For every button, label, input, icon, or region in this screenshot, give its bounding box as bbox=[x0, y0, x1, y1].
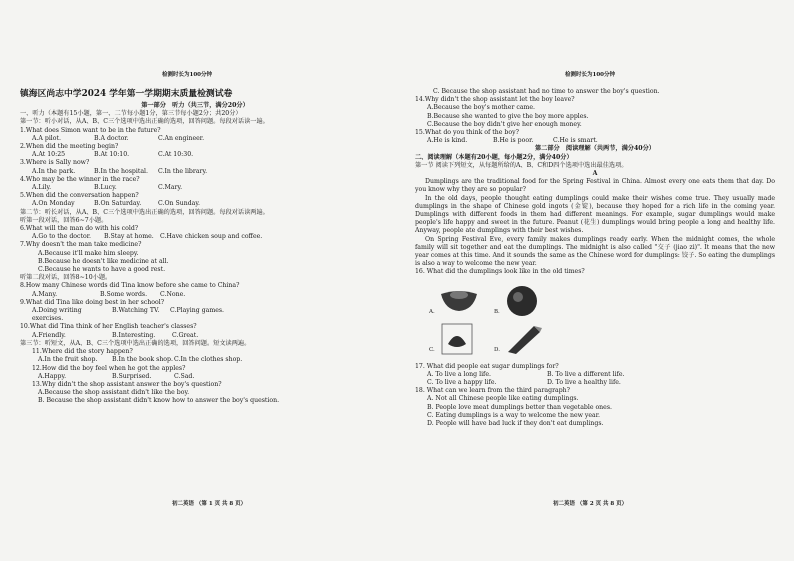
question-14: 14.Why didn't the shop assistant let the boy leave? bbox=[415, 96, 575, 104]
wrapped-object-picture bbox=[439, 322, 475, 356]
option-b: B.On Saturday. bbox=[94, 200, 142, 208]
option-14a: A.Because the boy's mother came. bbox=[427, 104, 536, 112]
question-11: 11.Where did the story happen? bbox=[32, 348, 133, 356]
question-5: 5.When did the conversation happen? bbox=[20, 192, 139, 200]
option-c: C.In the library. bbox=[158, 167, 208, 175]
option-13b: B. Because the shop assistant didn't know how to answer the boy's question. bbox=[38, 397, 280, 405]
right-content bbox=[415, 88, 775, 428]
options-8 bbox=[20, 291, 370, 299]
option-c: C.On Sunday. bbox=[158, 200, 201, 208]
options-2 bbox=[20, 151, 370, 159]
picture-c bbox=[429, 321, 494, 359]
option-b: B.Watching TV. bbox=[112, 307, 160, 315]
question-6: 6.What will the man do with his cold? bbox=[20, 225, 139, 233]
header-left: 检测时长为100分钟 bbox=[162, 72, 212, 78]
option-c: C.In the clothes shop. bbox=[174, 356, 243, 364]
option-18c: C. Eating dumplings is a way to welcome the new year. bbox=[427, 411, 600, 419]
option-a: A.At 10:25 bbox=[32, 151, 66, 159]
option-a: A.Happy. bbox=[38, 372, 67, 380]
option-a: A.Friendly. bbox=[32, 331, 66, 339]
option-13a: A.Because the shop assistant didn't like the boy. bbox=[38, 389, 190, 397]
picture-b bbox=[494, 283, 559, 321]
option-7c: C.Because he wants to have a good rest. bbox=[38, 266, 166, 274]
option-c: C.An engineer. bbox=[158, 134, 205, 142]
question-4: 4.Who may be the winner in the race? bbox=[20, 175, 140, 183]
option-b: B.Stay at home. bbox=[104, 233, 154, 241]
question-7: 7.Why doesn't the man take medicine? bbox=[20, 241, 142, 249]
options-11 bbox=[20, 356, 370, 364]
option-c: C.At 10:30. bbox=[158, 151, 194, 159]
options-17-row2 bbox=[415, 379, 775, 387]
option-c: C.Have chicken soup and coffee. bbox=[160, 233, 263, 241]
option-7b: B.Because he doesn't like medicine at all. bbox=[38, 257, 169, 265]
option-a: A.Go to the doctor. bbox=[32, 233, 91, 241]
option-b: B.Interesting. bbox=[112, 331, 156, 339]
question-17: 17. What did people eat sugar dumplings for? bbox=[415, 362, 559, 370]
passage-paragraph-1: Dumplings are the traditional food for the Spring Festival in China. Almost every one eats them that day. Do you know why they are so popular? bbox=[415, 178, 775, 194]
options-6 bbox=[20, 233, 370, 241]
option-b: B.He is poor. bbox=[493, 137, 534, 145]
sec2-listen1: 听第一段对话，回答6~7小题。 bbox=[20, 216, 108, 224]
option-b: B.In the hospital. bbox=[94, 167, 148, 175]
options-9 bbox=[20, 307, 370, 323]
option-c: C.Sad. bbox=[174, 372, 195, 380]
question-3: 3.Where is Sally now? bbox=[20, 159, 90, 167]
part1-intro: 一、听力（本题有15小题，第一、二节每小题1分，第三节每小题2分；共20分） bbox=[20, 110, 242, 118]
question-13: 13.Why didn't the shop assistant answer the boy's question? bbox=[32, 380, 222, 388]
question-1: 1.What does Simon want to be in the future? bbox=[20, 126, 161, 134]
gold-ingot-picture bbox=[439, 284, 479, 314]
question-16: 16. What did the dumplings look like in the old times? bbox=[415, 268, 585, 276]
options-3 bbox=[20, 168, 370, 176]
page-right bbox=[397, 0, 794, 561]
passage-paragraph-2: In the old days, people thought eating dumplings could make their wishes come true. They usually made dumplings in the shape of Chinese gold ingots (金锭), because they hoped for a rich life in the coming year. Dumplings with different foods in them had different meanings. For example, sugar dumplings would make people's life happy and sweet in the future. Peanut (花生) dumplings would bring people a long and healthy life. Anyway, people ate dumplings with their best wishes. bbox=[415, 194, 775, 235]
part2-sec1: 第一节 阅读下列短文，从每题所给的A、B、C和D四个选项中选出最佳选项。 bbox=[415, 161, 628, 169]
sec2-listen2: 听第二段对话，回答8~10小题。 bbox=[20, 274, 112, 282]
option-d: D. To live a healthy life. bbox=[547, 379, 621, 387]
question-15: 15.What do you think of the boy? bbox=[415, 129, 519, 137]
picture-d bbox=[494, 321, 559, 359]
option-c: C.He is smart. bbox=[553, 137, 598, 145]
question-9: 9.What did Tina like doing best in her school? bbox=[20, 298, 165, 306]
option-a: A.In the fruit shop. bbox=[38, 356, 98, 364]
part1-heading: 第一部分 听力（共三节，满分20分） bbox=[141, 102, 249, 109]
round-coin-picture bbox=[504, 284, 540, 318]
option-b: B. To live a different life. bbox=[547, 370, 625, 378]
exam-title: 镇海区尚志中学2024 学年第一学期期末质量检测试卷 bbox=[20, 89, 233, 99]
option-a: A.Lily. bbox=[32, 184, 52, 192]
part2-heading: 第二部分 阅读理解（共两节，满分40分） bbox=[535, 145, 655, 153]
option-14b: B.Because she wanted to give the boy more apples. bbox=[427, 112, 589, 120]
passage-paragraph-3: On Spring Festival Eve, every family makes dumplings ready early. When the midnight comes, the whole family will sit together and eat the dumplings. The midnight is also called "交子 (jiao zi)". It means that the new year comes at this time. And it sounds the same as the Chinese word for dumplings: 饺子. So eating the dumplings is also a way to welcome the new year. bbox=[415, 235, 775, 268]
option-7a: A.Because it'll make him sleepy. bbox=[38, 249, 139, 257]
option-13c: C. Because the shop assistant had no time to answer the boy's question. bbox=[433, 88, 660, 95]
option-b: B.In the book shop. bbox=[112, 356, 173, 364]
option-b: B.Lucy. bbox=[94, 184, 117, 192]
option-a: A. To live a long life. bbox=[427, 370, 491, 378]
q16-pictures bbox=[429, 283, 559, 359]
knife-picture bbox=[504, 322, 544, 356]
footer-left: 初二英语 （第 1 页 共 8 页） bbox=[172, 501, 247, 507]
options-4 bbox=[20, 184, 370, 192]
question-18: 18. What can we learn from the third paragraph? bbox=[415, 387, 570, 395]
option-a: A.Many. bbox=[32, 290, 58, 298]
sec2-intro: 第二节：听长对话，从A、B、C三个选项中选出正确的选项，回答问题。每段对话读两遍。 bbox=[20, 208, 269, 216]
option-a: A.A pilot. bbox=[32, 134, 61, 142]
part2-intro: 二、阅读理解（本题有20小题，每小题2分，满分40分） bbox=[415, 153, 573, 161]
option-b: B.Some words. bbox=[100, 290, 148, 298]
question-12: 12.How did the boy feel when he got the apples? bbox=[32, 364, 186, 372]
sec1-intro: 第一节：听小对话，从A、B、C三个选项中选出正确的选项，回答问题。每段对话读一遍。 bbox=[20, 118, 269, 126]
options-12 bbox=[20, 373, 370, 381]
option-b: B.A doctor. bbox=[94, 134, 129, 142]
option-a: A.In the park. bbox=[32, 167, 76, 175]
picture-a-label: A. bbox=[429, 309, 435, 316]
options-17-row1 bbox=[415, 371, 775, 379]
option-14c: C.Because the boy didn't give her enough money. bbox=[427, 120, 582, 128]
options-1 bbox=[20, 135, 370, 143]
option-b: B.Surprised. bbox=[112, 372, 152, 380]
option-c: C.Great. bbox=[172, 331, 199, 339]
option-c: C.Mary. bbox=[158, 184, 183, 192]
option-a: A.Doing writing exercises. bbox=[32, 307, 82, 323]
options-5 bbox=[20, 200, 370, 208]
question-2: 2.When did the meeting begin? bbox=[20, 143, 119, 151]
option-c: C.None. bbox=[160, 290, 186, 298]
option-c: C.Playing games. bbox=[170, 307, 225, 315]
options-10 bbox=[20, 332, 370, 340]
header-right: 检测时长为100分钟 bbox=[565, 72, 615, 78]
option-18b: B. People love meat dumplings better than vegetable ones. bbox=[427, 403, 612, 411]
option-c: C. To live a happy life. bbox=[427, 379, 497, 387]
passage-label: A bbox=[592, 170, 598, 178]
left-content bbox=[20, 88, 370, 406]
picture-a bbox=[429, 283, 494, 321]
option-b: B.At 10:10. bbox=[94, 151, 130, 159]
footer-right: 初二英语 （第 2 页 共 8 页） bbox=[553, 501, 628, 507]
picture-b-label: B. bbox=[494, 309, 500, 316]
option-a: A.On Monday bbox=[32, 200, 75, 208]
option-18a: A. Not all Chinese people like eating dumplings. bbox=[427, 395, 579, 403]
picture-d-label: D. bbox=[494, 347, 500, 354]
question-8: 8.How many Chinese words did Tina know before she came to China? bbox=[20, 282, 240, 290]
picture-c-label: C. bbox=[429, 347, 435, 354]
sec3-intro: 第三节：听短文，从A、B、C三个选项中选出正确的选项，回答问题。短文读两遍。 bbox=[20, 339, 251, 347]
option-18d: D. People will have bad luck if they don't eat dumplings. bbox=[427, 420, 604, 428]
question-10: 10.What did Tina think of her English teacher's classes? bbox=[20, 323, 197, 331]
option-a: A.He is kind. bbox=[427, 137, 468, 145]
